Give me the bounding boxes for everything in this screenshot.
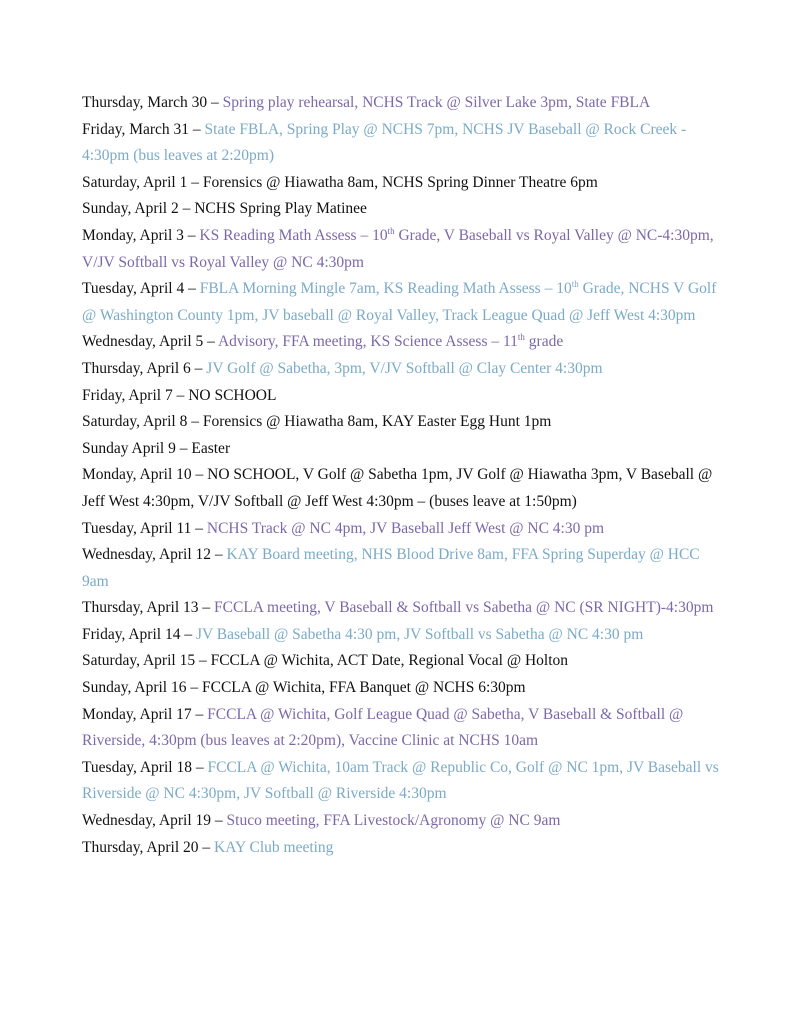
event-text: NCHS Track @ NC 4pm, JV Baseball Jeff West @ NC 4:30 pm bbox=[206, 519, 605, 537]
event-text: JV Golf @ Sabetha, 3pm, V/JV Softball @ Clay Center 4:30pm bbox=[206, 359, 603, 377]
schedule-entry: Friday, April 7 – NO SCHOOL bbox=[82, 386, 277, 404]
schedule-entry: Thursday, April 13 – FCCLA meeting, V Baseball & Softball vs Sabetha @ NC (SR NIGHT)-4:30pm bbox=[82, 599, 714, 617]
event-text: Advisory, FFA meeting, KS Science Assess – 11 bbox=[217, 333, 518, 351]
event-text: Spring play rehearsal, NCHS Track @ Silver Lake 3pm, State FBLA bbox=[222, 94, 651, 111]
schedule-entry: Thursday, March 30 – Spring play rehearsal, NCHS Track @ Silver Lake 3pm, State FBLA bbox=[82, 94, 651, 111]
event-text: FCCLA @ Wichita, ACT Date, Regional Vocal @ Holton bbox=[210, 652, 569, 670]
event-text: FCCLA meeting, V Baseball & Softball vs Sabetha @ NC (SR NIGHT)-4:30pm bbox=[214, 599, 714, 617]
event-text: Grade, NCHS V Golf @ Washington County 1pm, JV baseball @ Royal Valley, Track League Quad @ Jeff West 4:30pm bbox=[82, 280, 717, 324]
entry-events bbox=[191, 440, 230, 457]
entry-date: Wednesday, April 12 bbox=[82, 546, 212, 564]
entry-date: Wednesday, April 19 bbox=[82, 812, 212, 830]
entry-date: Tuesday, April 4 bbox=[82, 280, 185, 298]
schedule-entry: Monday, April 10 – NO SCHOOL, V Golf @ Sabetha 1pm, JV Golf @ Hiawatha 3pm, V Baseball @ Jeff West 4:30pm, V/JV Softball @ Jeff West 4:30pm – (buses leave at 1:50pm) bbox=[82, 466, 713, 510]
event-text: KS Reading Math Assess – 10 bbox=[199, 226, 388, 244]
schedule-entry: Friday, March 31 – State FBLA, Spring Play @ NCHS 7pm, NCHS JV Baseball @ Rock Creek - 4:30pm (bus leaves at 2:20pm) bbox=[82, 120, 687, 165]
ordinal-suffix: th bbox=[387, 225, 395, 236]
entry-events bbox=[194, 200, 367, 217]
entry-events bbox=[207, 520, 604, 537]
event-text: KAY Board meeting, NHS Blood Drive 8am, FFA Spring Superday @ HCC 9am bbox=[82, 546, 700, 590]
event-text: FCCLA @ Wichita, FFA Banquet @ NCHS 6:30pm bbox=[201, 679, 526, 697]
schedule-entry: Saturday, April 15 – FCCLA @ Wichita, ACT Date, Regional Vocal @ Holton bbox=[82, 652, 569, 670]
entry-date: Saturday, April 15 bbox=[82, 652, 196, 670]
schedule-entry: Thursday, April 20 – KAY Club meeting bbox=[82, 838, 334, 856]
schedule-entry: Tuesday, April 18 – FCCLA @ Wichita, 10am Track @ Republic Co, Golf @ NC 1pm, JV Baseball vs Riverside @ NC 4:30pm, JV Softball @ Riverside 4:30pm bbox=[82, 758, 719, 803]
schedule-entry: Thursday, April 6 – JV Golf @ Sabetha, 3pm, V/JV Softball @ Clay Center 4:30pm bbox=[82, 359, 603, 377]
entry-date: Monday, April 17 bbox=[82, 705, 192, 723]
schedule-entry: Sunday, April 2 – NCHS Spring Play Matinee bbox=[82, 200, 367, 218]
event-schedule bbox=[82, 90, 722, 861]
entry-date: Saturday, April 1 bbox=[82, 173, 188, 191]
entry-events bbox=[214, 839, 333, 856]
entry-events bbox=[203, 413, 551, 430]
entry-date: Friday, March 31 bbox=[82, 120, 190, 138]
entry-events bbox=[218, 333, 563, 350]
entry-date: Tuesday, April 18 bbox=[82, 758, 192, 776]
ordinal-suffix: th bbox=[571, 279, 579, 289]
event-text: FCCLA @ Wichita, Golf League Quad @ Sabetha, V Baseball & Softball @ Riverside, 4:30pm (bus leaves at 2:20pm), Vaccine Clinic at NCHS 10am bbox=[82, 705, 684, 750]
entry-date: Tuesday, April 11 bbox=[82, 519, 192, 537]
entry-date: Saturday, April 8 bbox=[82, 413, 188, 431]
entry-date: Sunday April 9 bbox=[82, 439, 176, 457]
entry-date: Thursday, April 6 bbox=[82, 359, 191, 377]
entry-date: Thursday, April 20 bbox=[82, 838, 199, 856]
entry-events bbox=[196, 626, 643, 643]
schedule-entry: Wednesday, April 5 – Advisory, FFA meeting, KS Science Assess – 11th grade bbox=[82, 332, 564, 351]
schedule-entry: Wednesday, April 19 – Stuco meeting, FFA Livestock/Agronomy @ NC 9am bbox=[82, 812, 561, 830]
entry-date: Wednesday, April 5 bbox=[82, 333, 204, 351]
event-text: FCCLA @ Wichita, 10am Track @ Republic Co, Golf @ NC 1pm, JV Baseball vs Riverside @ NC 4:30pm, JV Softball @ Riverside 4:30pm bbox=[82, 758, 719, 803]
schedule-entry: Saturday, April 1 – Forensics @ Hiawatha 8am, NCHS Spring Dinner Theatre 6pm bbox=[82, 173, 598, 191]
event-text: Grade, V Baseball vs Royal Valley @ NC-4:30pm, V/JV Softball vs Royal Valley @ NC 4:30pm bbox=[82, 226, 714, 271]
event-text: State FBLA, Spring Play @ NCHS 7pm, NCHS JV Baseball @ Rock Creek - 4:30pm (bus leaves at 2:20pm) bbox=[82, 120, 687, 165]
entry-date: Monday, April 3 bbox=[82, 226, 184, 244]
entry-date: Monday, April 10 bbox=[82, 466, 192, 484]
entry-date: Thursday, March 30 bbox=[82, 94, 208, 111]
event-text: KAY Club meeting bbox=[214, 838, 334, 856]
entry-events bbox=[227, 812, 561, 829]
event-text: Forensics @ Hiawatha 8am, KAY Easter Egg Hunt 1pm bbox=[202, 413, 552, 431]
entry-events bbox=[214, 599, 713, 616]
entry-date: Sunday, April 16 bbox=[82, 679, 187, 697]
entry-events bbox=[188, 387, 276, 404]
schedule-entry: Wednesday, April 12 – KAY Board meeting, NHS Blood Drive 8am, FFA Spring Superday @ HCC 9am bbox=[82, 546, 700, 590]
entry-date: Friday, April 14 bbox=[82, 625, 181, 643]
entry-date: Friday, April 7 bbox=[82, 386, 173, 404]
event-text: NCHS Spring Play Matinee bbox=[194, 200, 367, 218]
entry-events bbox=[206, 360, 602, 377]
schedule-entry: Friday, April 14 – JV Baseball @ Sabetha 4:30 pm, JV Softball vs Sabetha @ NC 4:30 pm bbox=[82, 625, 644, 643]
event-text: Easter bbox=[191, 439, 231, 457]
schedule-entry: Monday, April 17 – FCCLA @ Wichita, Golf League Quad @ Sabetha, V Baseball & Softball @ Riverside, 4:30pm (bus leaves at 2:20pm), Vaccine Clinic at NCHS 10am bbox=[82, 705, 684, 750]
schedule-entry: Sunday, April 16 – FCCLA @ Wichita, FFA Banquet @ NCHS 6:30pm bbox=[82, 679, 526, 697]
entry-date: Sunday, April 2 bbox=[82, 200, 179, 218]
schedule-entry: Saturday, April 8 – Forensics @ Hiawatha 8am, KAY Easter Egg Hunt 1pm bbox=[82, 413, 552, 431]
ordinal-suffix: th bbox=[517, 332, 525, 343]
entry-events bbox=[202, 679, 526, 696]
event-text: FBLA Morning Mingle 7am, KS Reading Math Assess – 10 bbox=[199, 280, 572, 298]
event-text: NO SCHOOL bbox=[188, 386, 277, 404]
entry-events bbox=[211, 652, 568, 669]
event-text: Stuco meeting, FFA Livestock/Agronomy @ NC 9am bbox=[226, 812, 561, 830]
event-text: Forensics @ Hiawatha 8am, NCHS Spring Dinner Theatre 6pm bbox=[202, 173, 598, 191]
event-text: grade bbox=[524, 333, 564, 351]
schedule-entry: Monday, April 3 – KS Reading Math Assess – 10th Grade, V Baseball vs Royal Valley @ NC-4:30pm, V/JV Softball vs Royal Valley @ NC 4:30pm bbox=[82, 225, 714, 271]
entry-events bbox=[203, 174, 598, 191]
schedule-entry: Sunday April 9 – Easter bbox=[82, 439, 231, 457]
schedule-entry: Tuesday, April 11 – NCHS Track @ NC 4pm, JV Baseball Jeff West @ NC 4:30 pm bbox=[82, 519, 605, 537]
schedule-entry: Tuesday, April 4 – FBLA Morning Mingle 7am, KS Reading Math Assess – 10th Grade, NCHS V Golf @ Washington County 1pm, JV baseball @ Royal Valley, Track League Quad @ Jeff West 4:30pm bbox=[82, 279, 717, 324]
event-text: JV Baseball @ Sabetha 4:30 pm, JV Softball vs Sabetha @ NC 4:30 pm bbox=[195, 625, 644, 643]
entry-events bbox=[223, 94, 651, 111]
event-text: NO SCHOOL, V Golf @ Sabetha 1pm, JV Golf @ Hiawatha 3pm, V Baseball @ Jeff West 4:30pm, V/JV Softball @ Jeff West 4:30pm – (buses leave at 1:50pm) bbox=[82, 466, 713, 510]
entry-date: Thursday, April 13 bbox=[82, 599, 199, 617]
